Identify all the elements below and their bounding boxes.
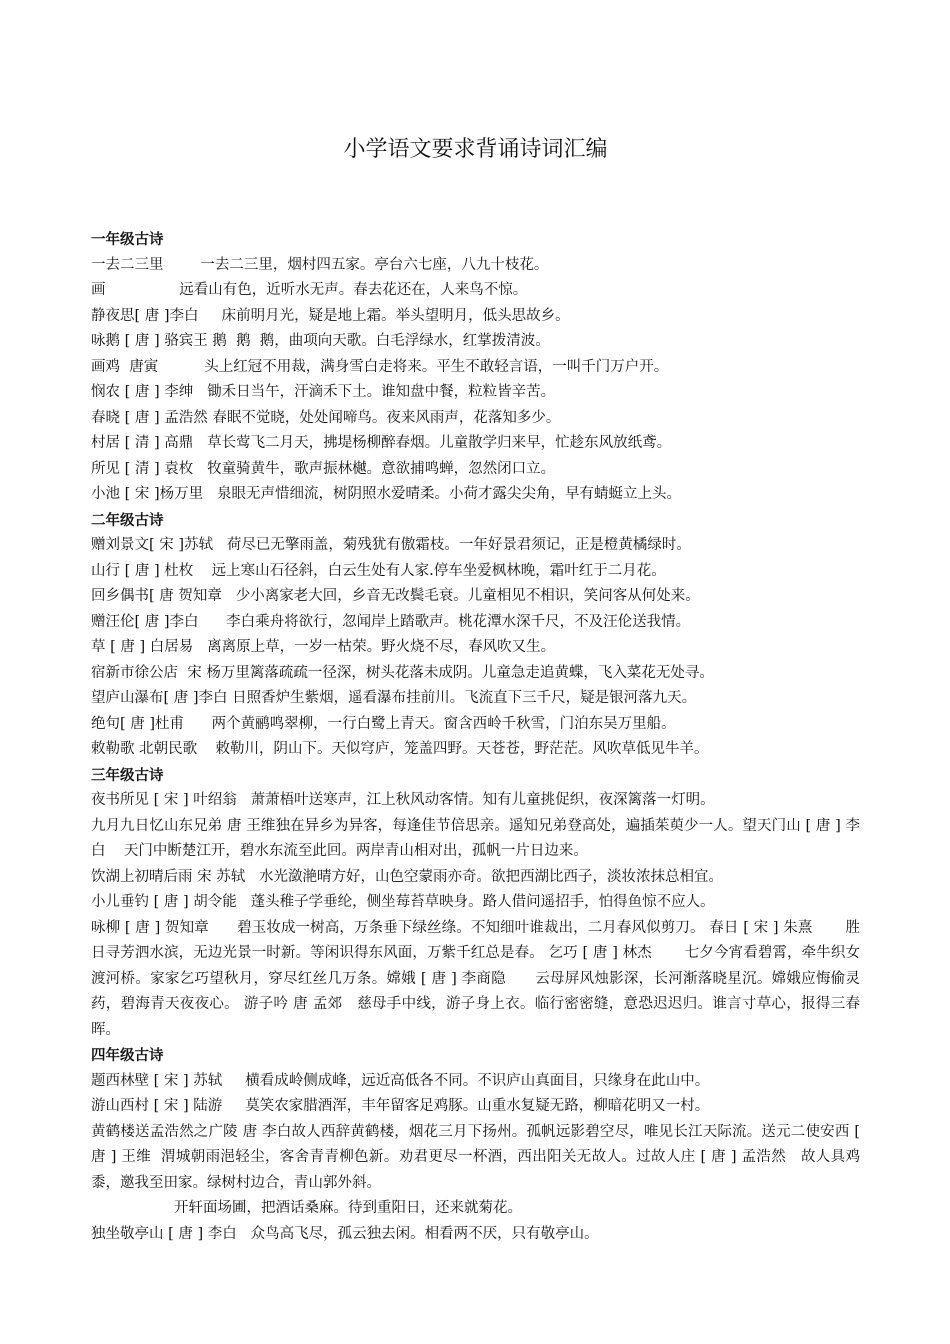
poem-line: 宿新市徐公店 宋 杨万里篱落疏疏一径深，树头花落未成阴。儿童急走追黄蝶，飞入菜花无处寻。: [91, 664, 714, 681]
poem-line: 回乡偶书[ 唐 贺知章 少小离家老大回，乡音无改鬓毛衰。儿童相见不相识，笑问客从何处来。: [91, 588, 700, 604]
poem-line: 绝句[ 唐 ]杜甫 两个黄鹂鸣翠柳，一行白鹭上青天。窗含西岭千秋雪，门泊东吴万里船。: [91, 715, 676, 732]
poem-line: 游山西村 [ 宋 ] 陆游 莫笑农家腊酒浑，丰年留客足鸡豚。山重水复疑无路，柳暗花明又一村。: [91, 1098, 710, 1114]
section-heading: 一年级古诗: [91, 231, 164, 248]
poem-line: 一去二三里 一去二三里，烟村四五家。亭台六七座，八九十枝花。: [91, 256, 549, 273]
poem-line: 画鸡 唐寅 头上红冠不用裁，满身雪白走将来。平生不敢轻言语，一叫千门万户开。: [91, 358, 669, 375]
poem-paragraph: 咏柳 [ 唐 ] 贺知章 碧玉妆成一树高，万条垂下绿丝绦。不知细叶谁裁出，二月春风似剪刀。 春日 [ 宋 ] 朱熹 胜日寻芳泗水滨，无边光景一时新。等闲识得东风面，万紫千红总是春。 乞巧 [ 唐 ] 林杰 七夕今宵看碧霄，牵牛织女渡河桥。家家乞巧望秋月，穿尽红丝几万条。嫦娥 [ 唐 ] 李商隐 云母屏风烛影深，长河渐落晓星沉。嫦娥应悔偷灵药，碧海青天夜夜心。 游子吟 唐 孟郊 慈母手中线，游子身上衣。临行密密缝，意恐迟迟归。谁言寸草心，报得三春晖。: [91, 919, 860, 1038]
poem-line: 独坐敬亭山 [ 唐 ] 李白 众鸟高飞尽，孤云独去闲。相看两不厌，只有敬亭山。: [91, 1225, 599, 1242]
poem-line: 小儿垂钓 [ 唐 ] 胡令能 蓬头稚子学垂纶，侧坐莓苔草映身。路人借问遥招手，怕得鱼惊不应人。: [91, 894, 715, 910]
poem-line: 悯农 [ 唐 ] 李绅 锄禾日当午，汗滴禾下土。谁知盘中餐，粒粒皆辛苦。: [91, 384, 556, 400]
poem-line: 画 远看山有色，近听水无声。春去花还在，人来鸟不惊。: [91, 282, 528, 298]
poem-line: 小池 [ 宋 ]杨万里 泉眼无声惜细流，树阴照水爱晴柔。小荷才露尖尖角，早有蜻蜓立上头。: [91, 486, 681, 502]
poem-line: 草 [ 唐 ] 白居易 离离原上草，一岁一枯荣。野火烧不尽，春风吹又生。: [91, 639, 556, 655]
poem-line: 饮湖上初晴后雨 宋 苏轼 水光潋滟晴方好，山色空蒙雨亦奇。欲把西湖比西子，淡妆浓抹总相宜。: [91, 868, 724, 885]
poem-line: 咏鹅 [ 唐 ] 骆宾王 鹅 鹅 鹅，曲项向天歌。白毛浮绿水，红掌拨清波。: [91, 333, 550, 349]
page-title: 小学语文要求背诵诗词汇编: [343, 137, 608, 162]
poem-line: 赠汪伦[ 唐 ]李白 李白乘舟将欲行，忽闻岸上踏歌声。桃花潭水深千尺，不及汪伦送我情。: [91, 613, 691, 630]
poem-line: 夜书所见 [ 宋 ] 叶绍翁 萧萧梧叶送寒声，江上秋风动客情。知有儿童挑促织，夜深篱落一灯明。: [91, 792, 715, 808]
poem-line: 题西林壁 [ 宋 ] 苏轼 横看成岭侧成峰，远近高低各不同。不识庐山真面目，只缘身在此山中。: [91, 1072, 710, 1089]
poem-line: 村居 [ 清 ] 高鼎 草长莺飞二月天，拂堤杨柳醉春烟。儿童散学归来早，忙趁东风放纸鸢。: [91, 435, 672, 451]
poem-line: 所见 [ 清 ] 袁枚 牧童骑黄牛，歌声振林樾。意欲捕鸣蝉，忽然闭口立。: [91, 460, 556, 477]
poem-line: 敕勒歌 北朝民歌 敕勒川，阴山下。天似穹庐，笼盖四野。天苍苍，野茫茫。风吹草低见牛羊。: [91, 741, 709, 757]
section-heading: 三年级古诗: [91, 766, 164, 784]
poem-line: 山行 [ 唐 ] 杜枚 远上寒山石径斜，白云生处有人家.停车坐爱枫林晚，霜叶红于二月花。: [91, 562, 666, 579]
poem-paragraph: 黄鹤楼送孟浩然之广陵 唐 李白故人西辞黄鹤楼，烟花三月下扬州。孤帆远影碧空尽，唯见长江天际流。送元二使安西 [ 唐 ] 王维 渭城朝雨浥轻尘，客舍青青柳色新。劝君更尽一杯酒，西出阳关无故人。过故人庄 [ 唐 ] 孟浩然 故人具鸡黍，邀我至田家。绿树村边合，青山郭外斜。: [91, 1123, 865, 1191]
poem-line: 开轩面场圃，把酒话桑麻。待到重阳日，还来就菊花。: [91, 1200, 522, 1216]
poem-line: 望庐山瀑布[ 唐 ]李白 日照香炉生紫烟，遥看瀑布挂前川。飞流直下三千尺，疑是银河落九天。: [91, 690, 697, 706]
poem-paragraph: 九月九日忆山东兄弟 唐 王维独在异乡为异客，每逢佳节倍思亲。遥知兄弟登高处，遍插茱萸少一人。望天门山 [ 唐 ] 李白 天门中断楚江开，碧水东流至此回。两岸青山相对出，孤帆一片日边来。: [91, 817, 860, 859]
poem-line: 春晓 [ 唐 ] 孟浩然 春眠不觉晓，处处闻啼鸟。夜来风雨声，花落知多少。: [91, 409, 561, 426]
poem-list: [91, 227, 865, 1247]
poem-line: 静夜思[ 唐 ]李白 床前明月光，疑是地上霜。举头望明月，低头思故乡。: [91, 307, 570, 324]
section-heading: 四年级古诗: [91, 1047, 164, 1064]
poem-line: 赠刘景文[ 宋 ]苏轼 荷尽已无擎雨盖，菊残犹有傲霜枝。一年好景君须记，正是橙黄橘绿时。: [91, 537, 691, 553]
section-heading: 二年级古诗: [91, 511, 164, 529]
